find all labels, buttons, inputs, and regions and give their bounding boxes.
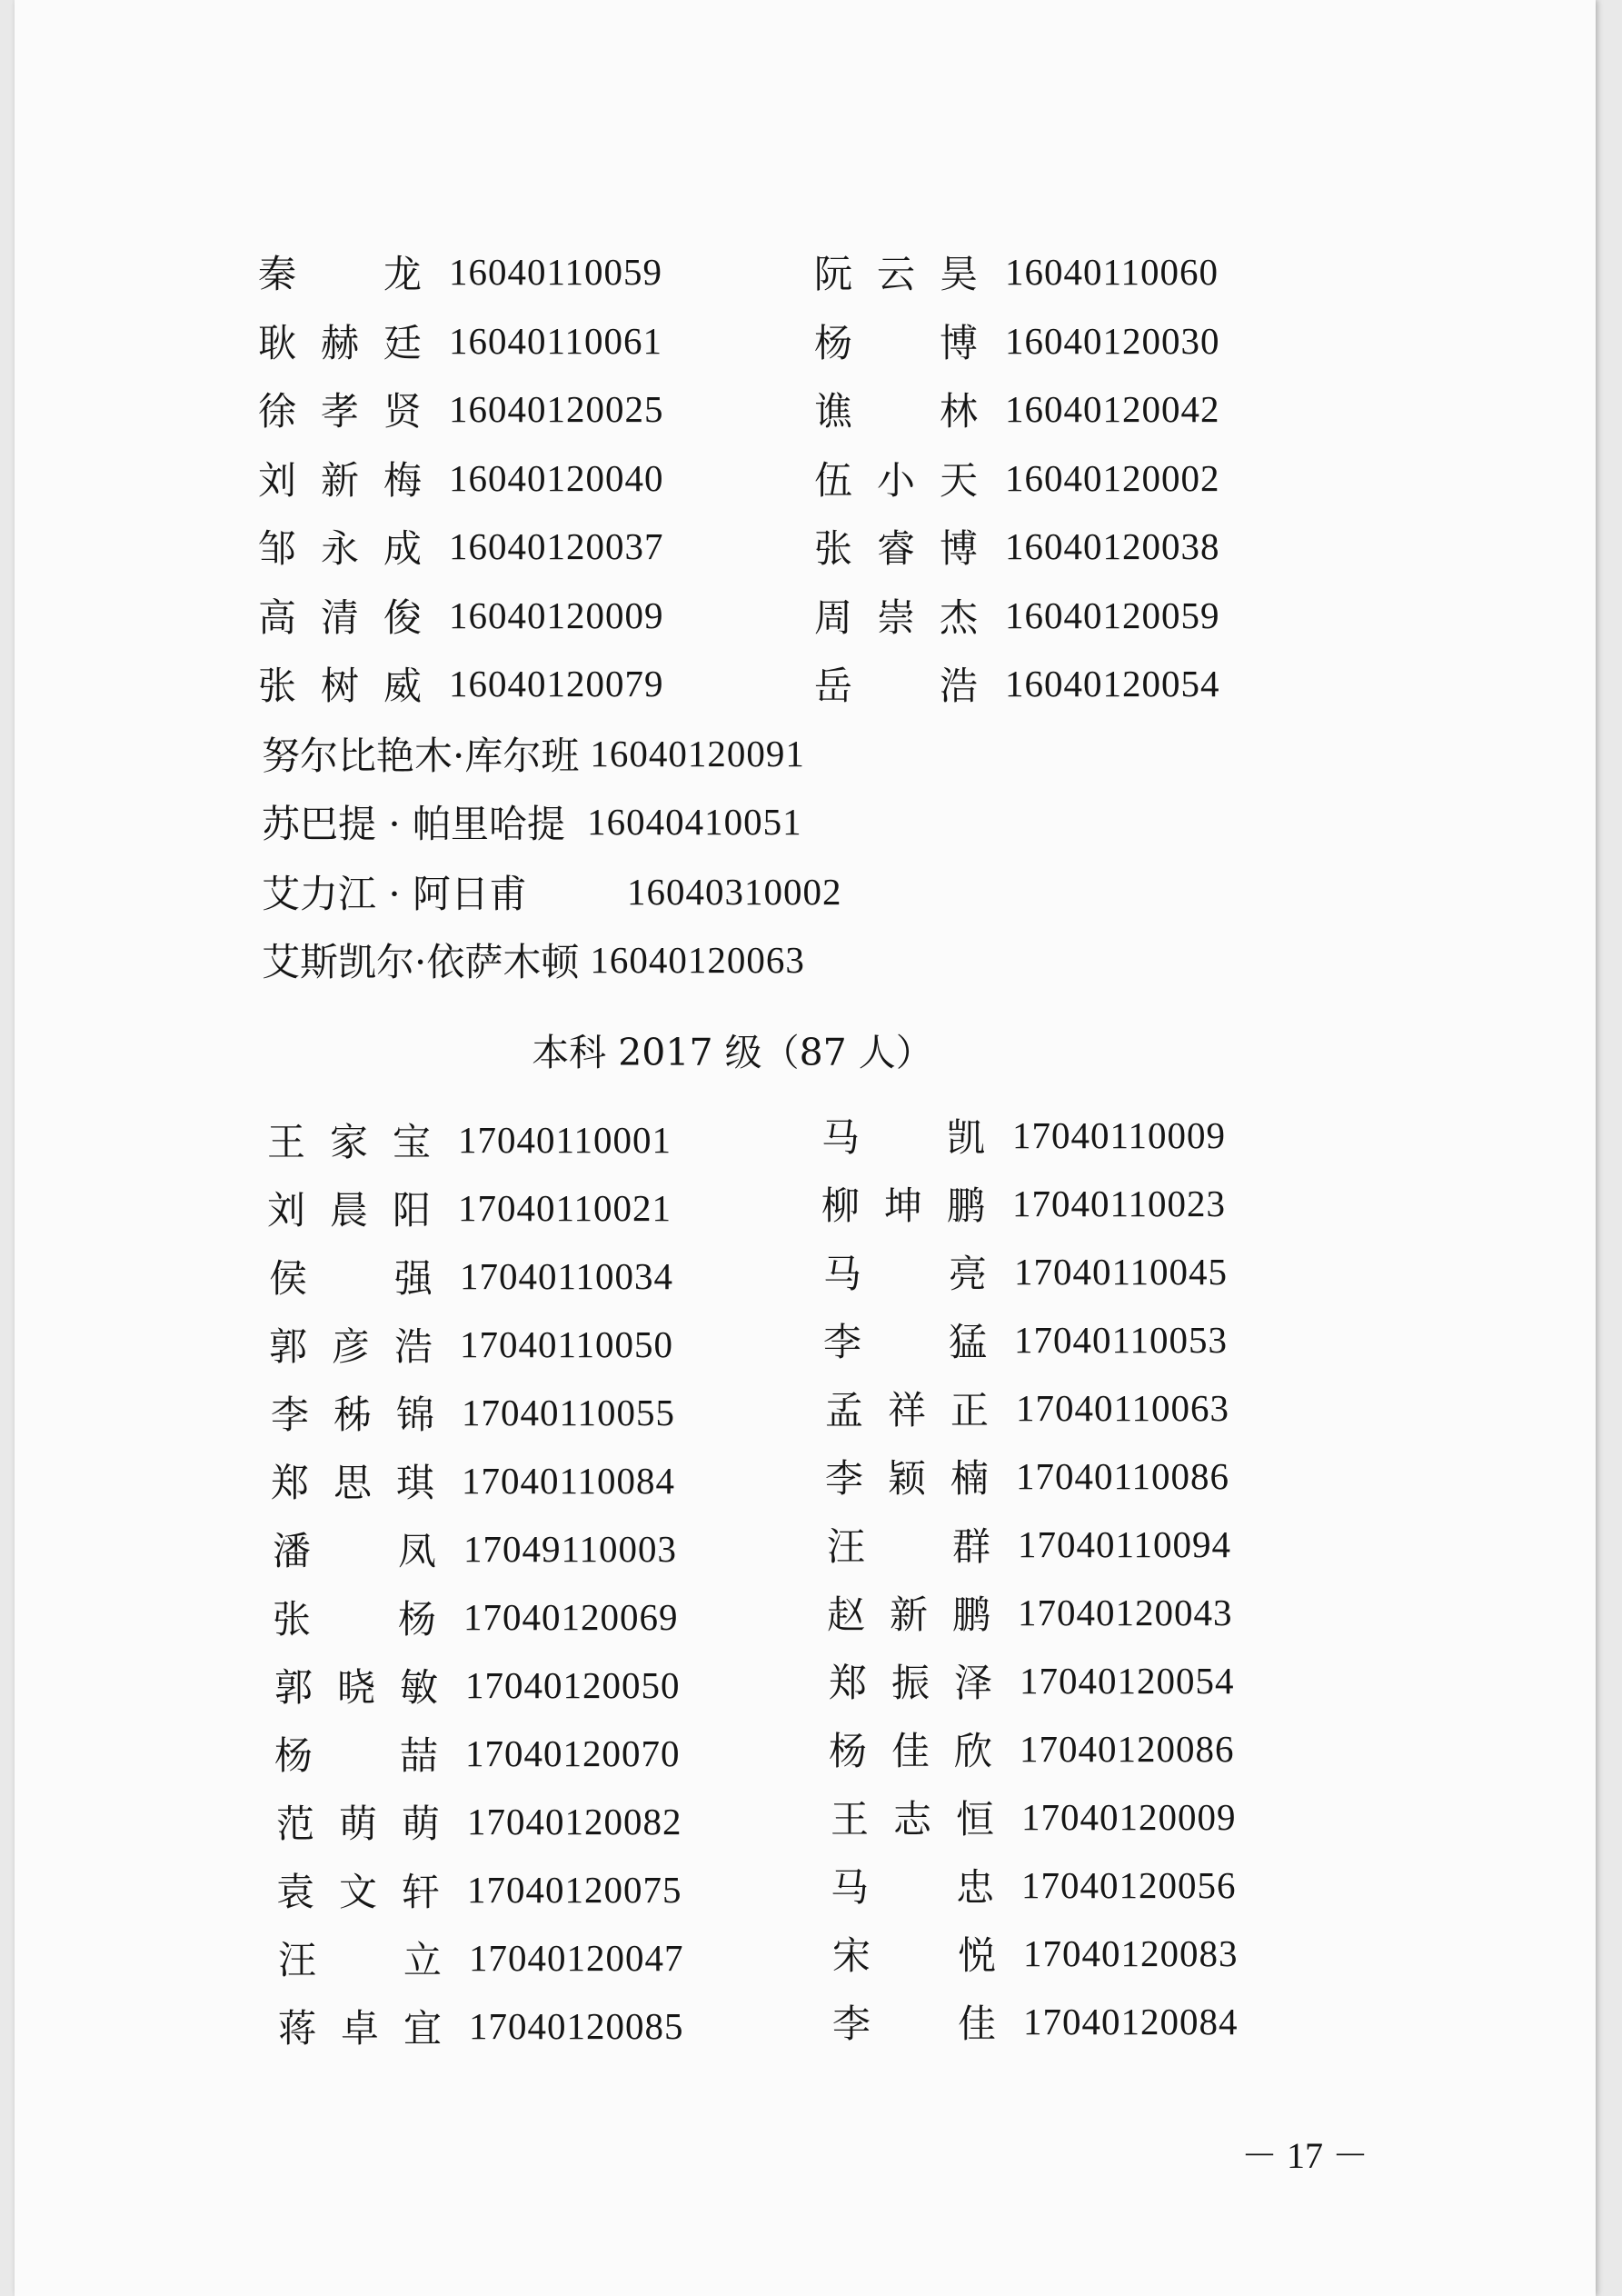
roster-entry [829, 1721, 1235, 1777]
roster-entry [825, 1380, 1229, 1436]
student-id: 16040120091 [590, 733, 805, 774]
roster-entry [274, 1725, 681, 1782]
student-name: 徐孝贤 [258, 389, 422, 434]
student-name: 马 亮 [823, 1252, 987, 1296]
student-name: 孟祥正 [825, 1388, 989, 1433]
student-name: 邹永成 [258, 526, 422, 571]
student-name: 郑振泽 [829, 1661, 992, 1705]
student-id: 17040110063 [1016, 1387, 1229, 1429]
student-name: 郑思琪 [271, 1461, 434, 1505]
student-name: 马 凯 [821, 1115, 985, 1160]
roster-entry [258, 518, 664, 574]
student-name: 张树威 [258, 664, 422, 708]
roster-entry [823, 1243, 1228, 1300]
student-name: 伍小天 [814, 458, 978, 503]
student-id: 17040110045 [1014, 1251, 1228, 1293]
student-id: 16040120009 [449, 594, 664, 636]
student-id: 17040120043 [1018, 1592, 1233, 1633]
student-id: 16040310002 [627, 871, 842, 913]
student-name: 耿赫廷 [258, 321, 422, 365]
student-id: 17040110001 [458, 1119, 672, 1161]
student-id: 16040110060 [1005, 251, 1219, 293]
student-id: 17040120009 [1021, 1796, 1237, 1838]
student-name: 李颖楠 [825, 1456, 989, 1501]
roster-entry [814, 381, 1220, 437]
roster-entry [258, 587, 664, 644]
roster-entry [276, 1862, 682, 1918]
student-name: 汪 立 [278, 1938, 442, 1982]
roster-entry [278, 1930, 684, 1986]
student-id: 17040110021 [458, 1187, 672, 1229]
roster-entry [273, 1589, 679, 1645]
roster-entry [269, 1248, 673, 1304]
student-id: 17040110050 [460, 1323, 673, 1365]
roster-entry [814, 587, 1220, 644]
student-name: 杨 喆 [274, 1733, 438, 1778]
roster-entry [821, 1107, 1226, 1163]
student-name: 刘新梅 [258, 458, 422, 503]
section-heading: 本科 2017 级（87 人） [532, 1031, 933, 1074]
student-name: 侯 强 [269, 1256, 433, 1301]
roster-entry [269, 1316, 673, 1373]
student-id: 17040110084 [462, 1460, 675, 1502]
student-name: 艾力江 · 阿日甫 [262, 872, 528, 916]
student-id: 16040120038 [1005, 525, 1220, 567]
roster-entry [271, 1384, 675, 1441]
student-name: 柳坤鹏 [821, 1183, 985, 1228]
student-id: 16040410051 [587, 801, 802, 843]
student-id: 17040120082 [467, 1801, 682, 1842]
student-id: 17049110003 [463, 1528, 677, 1570]
student-name: 阮云昊 [814, 252, 978, 296]
student-id: 16040120054 [1005, 663, 1220, 704]
student-id: 17040110009 [1012, 1114, 1226, 1156]
student-name: 李秭锦 [271, 1393, 434, 1437]
student-id: 16040120042 [1005, 388, 1220, 430]
roster-entry [832, 1993, 1239, 2050]
student-id: 16040110061 [449, 320, 662, 362]
roster-entry [258, 313, 662, 369]
student-id: 16040120025 [449, 388, 664, 430]
student-name: 周崇杰 [814, 595, 978, 640]
student-id: 17040110023 [1012, 1183, 1226, 1224]
roster-entry [258, 244, 662, 300]
roster-entry [274, 1657, 681, 1713]
roster-entry [267, 1180, 672, 1236]
student-name: 王家宝 [267, 1120, 431, 1164]
student-name: 宋 悦 [832, 1933, 996, 1978]
roster-entry-long [262, 932, 805, 988]
roster-entry [827, 1584, 1233, 1641]
student-id: 16040120059 [1005, 594, 1220, 636]
roster-entry [258, 450, 664, 506]
student-name: 努尔比艳木·库尔班 [262, 734, 580, 778]
roster-entry [273, 1521, 677, 1577]
student-id: 17040110053 [1014, 1319, 1228, 1361]
student-name: 杨佳欣 [829, 1729, 992, 1773]
student-id: 17040110094 [1018, 1523, 1231, 1565]
student-id: 16040120079 [449, 663, 664, 704]
roster-entry [821, 1175, 1226, 1232]
student-name: 谯 林 [814, 389, 978, 434]
student-id: 17040120084 [1023, 2001, 1239, 2042]
student-name: 潘 凤 [273, 1529, 436, 1573]
roster-entry [825, 1448, 1229, 1504]
roster-entry [831, 1789, 1237, 1845]
roster-entry [814, 450, 1220, 506]
roster-entry [823, 1312, 1228, 1368]
student-name: 袁文轩 [276, 1870, 440, 1914]
student-name: 张 杨 [273, 1597, 436, 1642]
student-id: 16040110059 [449, 251, 662, 293]
student-name: 王志恒 [831, 1797, 994, 1842]
student-name: 马 忠 [831, 1865, 994, 1910]
student-id: 17040120085 [469, 2005, 684, 2047]
student-name: 李 佳 [832, 2002, 996, 2046]
roster-entry [827, 1516, 1231, 1572]
roster-entry [258, 655, 664, 712]
student-id: 17040120056 [1021, 1864, 1237, 1906]
student-name: 苏巴提 · 帕里哈提 [262, 802, 566, 846]
roster-entry [829, 1652, 1235, 1709]
student-id: 17040120050 [465, 1664, 681, 1706]
document-page [15, 0, 1596, 2296]
roster-entry [814, 244, 1219, 300]
roster-entry [814, 518, 1220, 574]
student-name: 刘晨阳 [267, 1188, 431, 1233]
roster-entry [814, 655, 1220, 712]
student-name: 秦 龙 [258, 252, 422, 296]
student-name: 赵新鹏 [827, 1592, 990, 1637]
student-name: 高清俊 [258, 595, 422, 640]
student-id: 16040120002 [1005, 457, 1220, 499]
student-id: 17040120054 [1020, 1660, 1235, 1702]
student-name: 岳 浩 [814, 664, 978, 708]
student-id: 17040120083 [1023, 1932, 1239, 1974]
student-name: 范萌萌 [276, 1802, 440, 1846]
roster-entry-long [262, 794, 802, 850]
student-id: 16040120063 [590, 939, 805, 981]
roster-entry-long [262, 863, 842, 920]
roster-entry [831, 1857, 1237, 1913]
roster-entry [267, 1112, 672, 1168]
student-name: 蒋卓宜 [278, 2006, 442, 2051]
student-name: 汪 群 [827, 1524, 990, 1569]
student-name: 杨 博 [814, 321, 978, 365]
student-id: 16040120040 [449, 457, 664, 499]
student-id: 17040110086 [1016, 1455, 1229, 1497]
roster-entry [271, 1452, 675, 1509]
roster-entry [278, 1998, 684, 2054]
student-id: 17040120086 [1020, 1728, 1235, 1770]
student-name: 郭彦浩 [269, 1324, 433, 1369]
roster-entry-long [262, 725, 805, 782]
page-number: － 17 － [1241, 2135, 1368, 2176]
roster-entry [276, 1793, 682, 1850]
student-name: 郭晓敏 [274, 1665, 438, 1710]
student-id: 16040120030 [1005, 320, 1220, 362]
roster-entry [258, 381, 664, 437]
student-id: 17040120075 [467, 1869, 682, 1911]
roster-entry [814, 313, 1220, 369]
roster-entry [832, 1925, 1239, 1982]
student-id: 17040120069 [463, 1596, 679, 1638]
student-id: 16040120037 [449, 525, 664, 567]
student-name: 李 猛 [823, 1320, 987, 1364]
student-id: 17040110034 [460, 1255, 673, 1297]
student-name: 张睿博 [814, 526, 978, 571]
student-name: 艾斯凯尔·依萨木顿 [262, 940, 580, 984]
student-id: 17040120070 [465, 1732, 681, 1774]
student-id: 17040110055 [462, 1392, 675, 1433]
student-id: 17040120047 [469, 1937, 684, 1979]
